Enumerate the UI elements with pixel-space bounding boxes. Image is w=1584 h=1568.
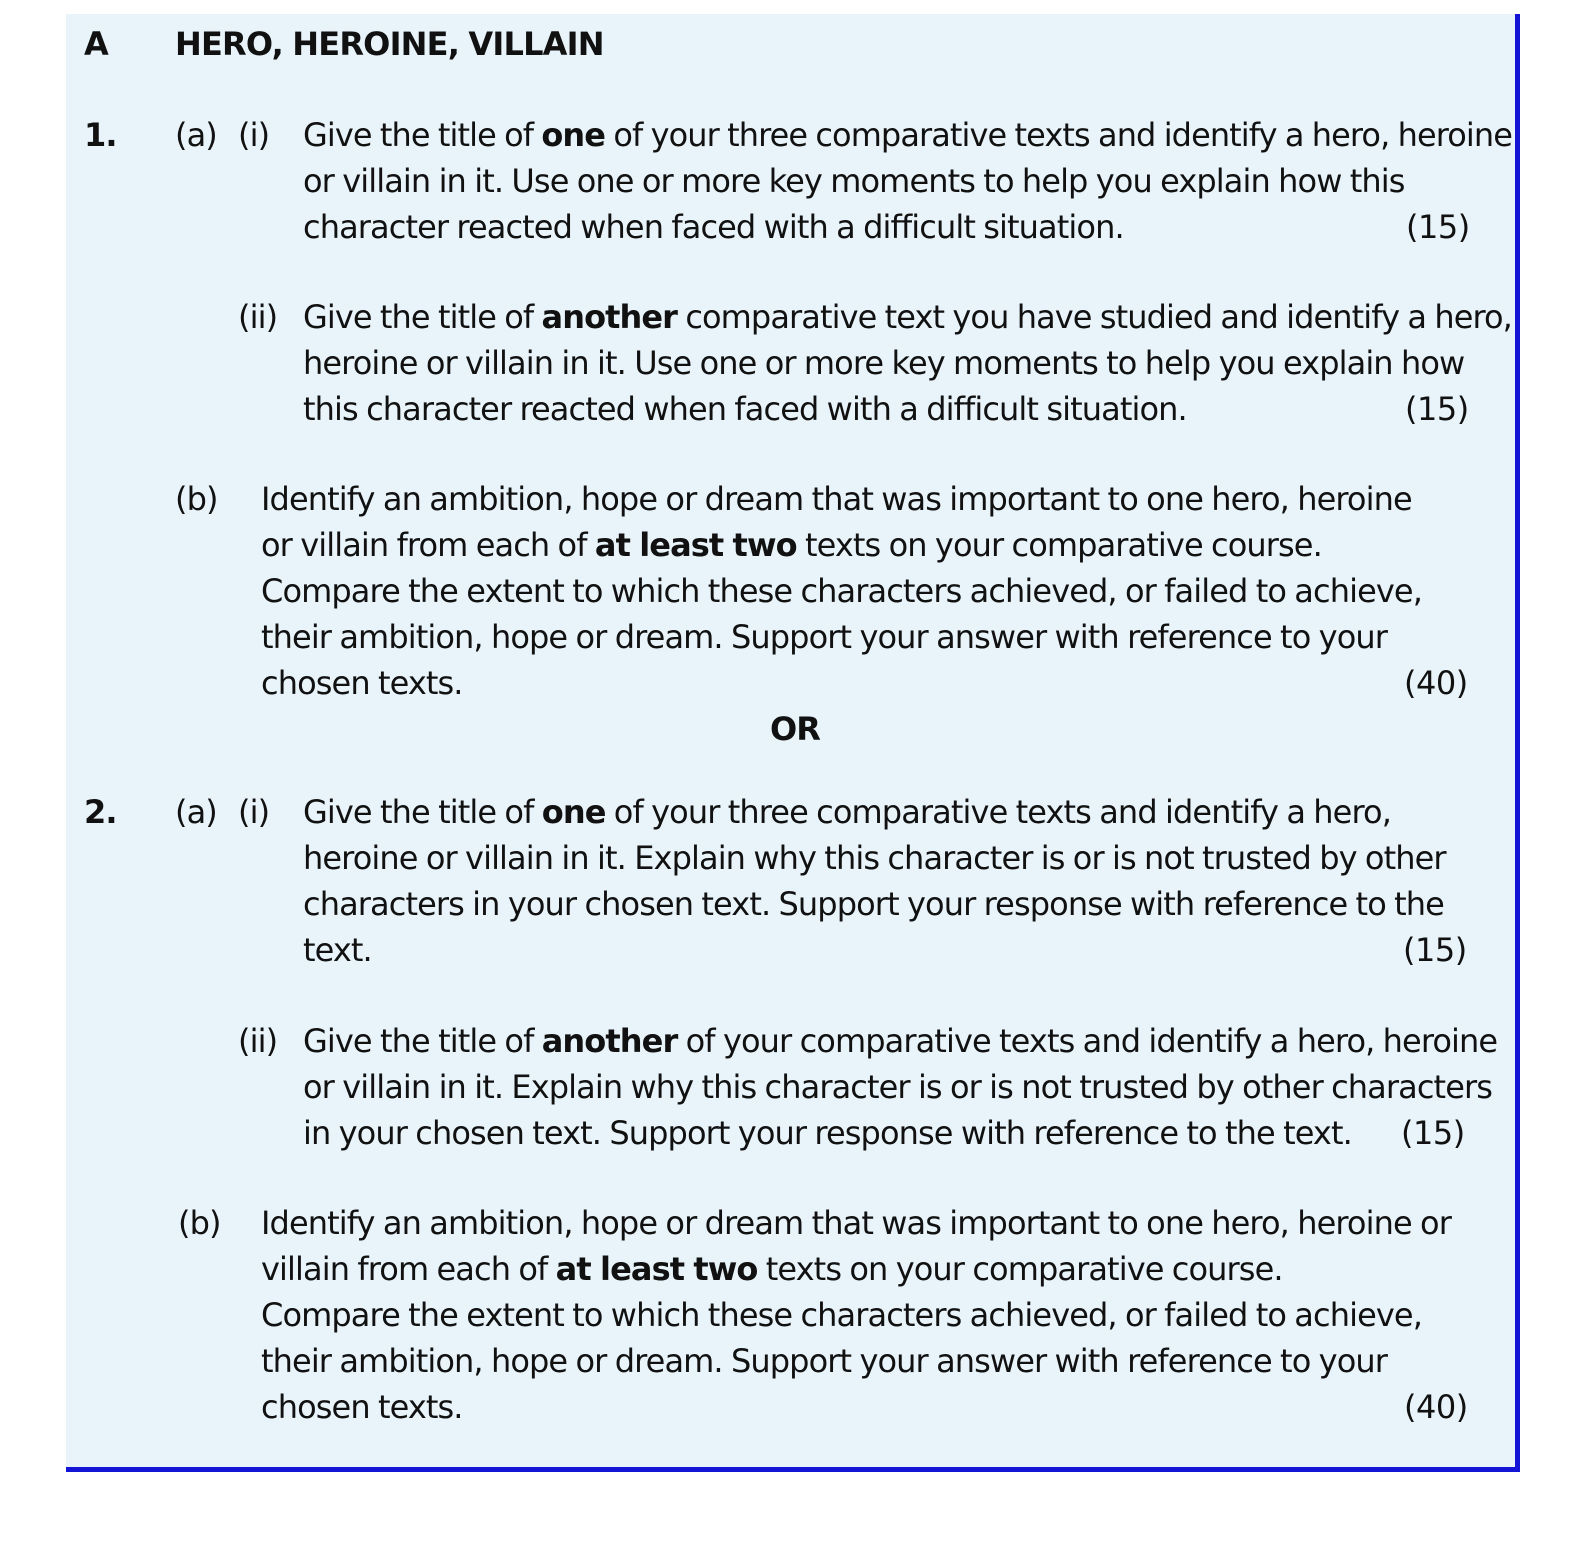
q2-b-marks: (40)	[1404, 1388, 1468, 1426]
q2-a-i-line-1: Give the title of one of your three comparative texts and identify a hero,	[303, 793, 1391, 831]
q2-a-i-line-4: text.	[303, 931, 372, 969]
q1-part-a-label: (a)	[175, 116, 217, 154]
q2-a-i-line-2: heroine or villain in it. Explain why this character is or is not trusted by other	[303, 839, 1446, 877]
q1-a-i-marks: (15)	[1406, 208, 1470, 246]
q2-b-line-3: Compare the extent to which these characters achieved, or failed to achieve,	[261, 1296, 1422, 1334]
q1-a-i-line-1: Give the title of one of your three comparative texts and identify a hero, heroine	[303, 116, 1512, 154]
q1-a-i-emphasis: one	[541, 116, 606, 154]
q2-a-ii-line-1: Give the title of another of your comparative texts and identify a hero, heroine	[303, 1022, 1498, 1060]
question-1-number: 1.	[84, 116, 117, 154]
q1-b-line-5: chosen texts.	[261, 664, 463, 702]
q2-a-ii-line-2: or villain in it. Explain why this character is or is not trusted by other characters	[303, 1068, 1493, 1106]
q1-b-line-4: their ambition, hope or dream. Support your answer with reference to your	[261, 618, 1388, 656]
q2-b-emphasis: at least two	[555, 1250, 758, 1288]
q1-b-line-2: or villain from each of at least two texts on your comparative course.	[261, 526, 1322, 564]
q1-a-i-line-3: character reacted when faced with a difficult situation.	[303, 208, 1124, 246]
q2-a-ii-label: (ii)	[238, 1022, 278, 1060]
q2-b-line-5: chosen texts.	[261, 1388, 463, 1426]
or-divider: OR	[770, 710, 821, 748]
q2-a-i-line-3: characters in your chosen text. Support your response with reference to the	[303, 885, 1444, 923]
question-2-number: 2.	[84, 793, 117, 831]
q1-a-ii-line-2: heroine or villain in it. Use one or more key moments to help you explain how	[303, 344, 1465, 382]
q1-a-ii-label: (ii)	[238, 298, 278, 336]
q1-b-line-1: Identify an ambition, hope or dream that was important to one hero, heroine	[261, 480, 1412, 518]
q2-b-line-1: Identify an ambition, hope or dream that was important to one hero, heroine or	[261, 1204, 1451, 1242]
q1-a-ii-line-1: Give the title of another comparative text you have studied and identify a hero,	[303, 298, 1512, 336]
q2-a-i-label: (i)	[238, 793, 270, 831]
q2-b-line-4: their ambition, hope or dream. Support your answer with reference to your	[261, 1342, 1388, 1380]
q2-a-ii-marks: (15)	[1401, 1114, 1465, 1152]
section-letter: A	[84, 25, 108, 63]
q1-a-i-line-2: or villain in it. Use one or more key moments to help you explain how this	[303, 162, 1405, 200]
q1-part-b-label: (b)	[175, 480, 218, 518]
q2-a-i-marks: (15)	[1403, 931, 1467, 969]
q1-b-line-3: Compare the extent to which these characters achieved, or failed to achieve,	[261, 572, 1422, 610]
section-title: HERO, HEROINE, VILLAIN	[175, 25, 604, 63]
q1-b-marks: (40)	[1404, 664, 1468, 702]
q2-a-ii-emphasis: another	[541, 1022, 678, 1060]
q2-part-a-label: (a)	[175, 793, 217, 831]
q1-a-i-label: (i)	[238, 116, 270, 154]
q2-a-i-emphasis: one	[541, 793, 606, 831]
q1-a-ii-marks: (15)	[1405, 390, 1469, 428]
q2-a-ii-line-3: in your chosen text. Support your response with reference to the text.	[303, 1114, 1352, 1152]
q2-part-b-label: (b)	[178, 1204, 221, 1242]
q1-a-ii-line-3: this character reacted when faced with a difficult situation.	[303, 390, 1187, 428]
q1-b-emphasis: at least two	[594, 526, 797, 564]
q2-b-line-2: villain from each of at least two texts on your comparative course.	[261, 1250, 1283, 1288]
q1-a-ii-emphasis: another	[541, 298, 678, 336]
